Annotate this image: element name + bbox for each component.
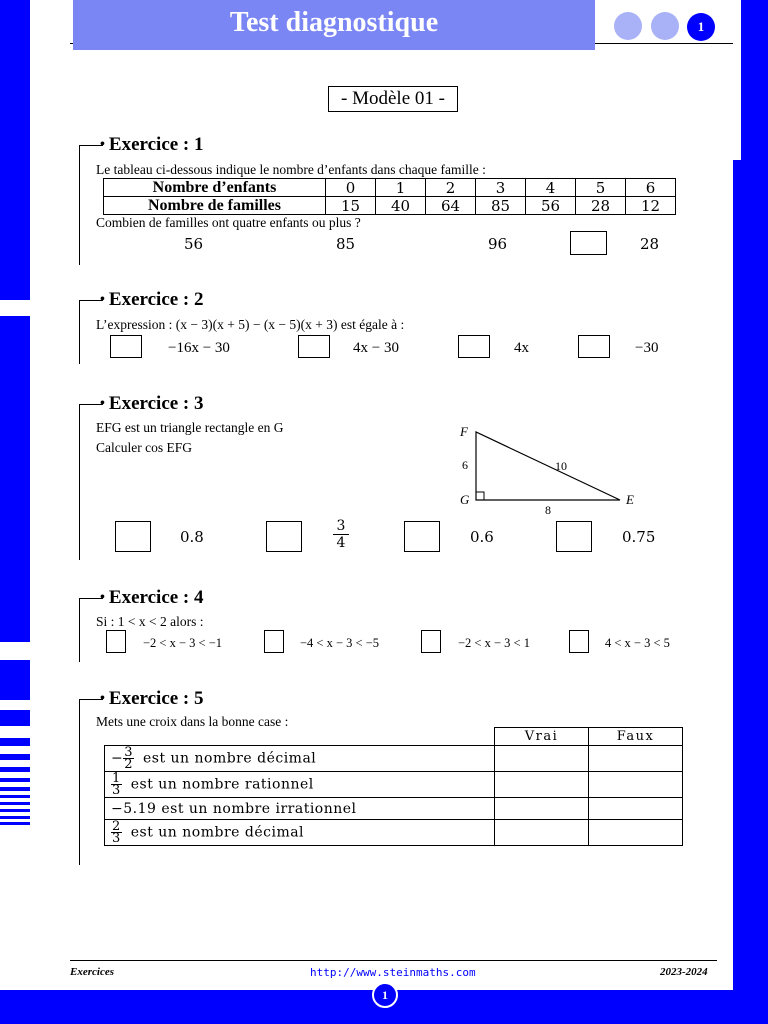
table-cell: 85	[476, 197, 526, 215]
table-cell: 5	[576, 179, 626, 197]
page-title: Test diagnostique	[73, 0, 595, 50]
answer-checkbox[interactable]	[569, 630, 589, 653]
true-checkbox-cell[interactable]	[495, 772, 589, 798]
side-label-ge: 8	[545, 503, 551, 517]
left-bar-stripe	[0, 754, 30, 760]
vertex-label-e: E	[626, 492, 634, 507]
exercise-question: Si : 1 < x < 2 alors :	[96, 614, 204, 629]
table-cell: 12	[626, 197, 676, 215]
table-cell: 15	[326, 197, 376, 215]
false-checkbox-cell[interactable]	[589, 820, 683, 846]
header-page-number: 1	[687, 13, 715, 41]
right-angle-marker	[476, 492, 484, 500]
false-checkbox-cell[interactable]	[589, 746, 683, 772]
fraction: $\frac{1}{3}$	[112, 771, 121, 798]
exercise-title: • Exercice : 1	[100, 134, 204, 155]
left-bar-block	[0, 0, 30, 300]
false-checkbox-cell[interactable]	[589, 772, 683, 798]
exercise-bracket	[79, 300, 80, 364]
exercise-title: • Exercice : 4	[100, 587, 204, 608]
exercise-title: • Exercice : 5	[100, 688, 204, 709]
statement-cell: − $\frac{3}{2}$ est un nombre décimal	[105, 746, 495, 772]
true-false-table	[104, 727, 683, 846]
answer-checkbox[interactable]	[570, 231, 607, 255]
left-bar-stripe	[0, 778, 30, 782]
footer-year: 2023-2024	[660, 966, 708, 978]
answer-checkbox[interactable]	[110, 335, 142, 358]
table-cell: 0	[326, 179, 376, 197]
left-bar-block	[0, 316, 30, 642]
exercise-title: • Exercice : 3	[100, 393, 204, 414]
side-label-fg: 6	[462, 458, 468, 472]
left-bar-stripe	[0, 738, 30, 746]
footer-page-number: 1	[372, 982, 398, 1008]
table-header-row	[105, 728, 683, 746]
answer-checkbox[interactable]	[421, 630, 441, 653]
answer-checkbox[interactable]	[266, 521, 302, 552]
choice-text: −2 < x − 3 < −1	[143, 636, 222, 650]
right-frame-notch	[733, 0, 741, 160]
table-row	[105, 798, 683, 820]
model-label: - Modèle 01 -	[328, 86, 458, 112]
true-checkbox-cell[interactable]	[495, 798, 589, 820]
exercise-bracket	[79, 145, 80, 265]
choice-text: −16x − 30	[168, 340, 230, 356]
choice-text: 85	[336, 235, 356, 253]
fraction: $\frac{2}{3}$	[112, 819, 121, 846]
choice-text: 28	[640, 235, 660, 253]
triangle-figure	[450, 418, 650, 523]
exercise-bracket	[79, 598, 80, 662]
fraction-choice	[333, 518, 349, 551]
answer-checkbox[interactable]	[264, 630, 284, 653]
table-cell: 3	[476, 179, 526, 197]
answer-checkbox[interactable]	[556, 521, 592, 552]
statement-cell: $\frac{2}{3}$ est un nombre décimal	[105, 820, 495, 846]
header-dot	[614, 12, 642, 40]
choice-text: −4 < x − 3 < −5	[300, 636, 379, 650]
choice-text: 4 < x − 3 < 5	[605, 636, 670, 650]
exercise-question: L’expression : (x − 3)(x + 5) − (x − 5)(x + 3) est égale à :	[96, 317, 405, 332]
statement-cell: $\frac{1}{3}$ est un nombre rationnel	[105, 772, 495, 798]
table-cell: 28	[576, 197, 626, 215]
fraction: $\frac{3}{2}$	[124, 745, 134, 772]
bullet-icon: •	[100, 396, 105, 411]
table-cell: 56	[526, 197, 576, 215]
exercise-line: Calculer cos EFG	[96, 440, 192, 455]
table-cell: 40	[376, 197, 426, 215]
bullet-icon: •	[100, 137, 105, 152]
choice-text: 0.6	[470, 528, 494, 546]
bullet-icon: •	[100, 292, 105, 307]
exercise-bracket	[79, 699, 80, 865]
table-row	[104, 179, 676, 197]
triangle-shape	[476, 432, 620, 500]
exercise-title: • Exercice : 2	[100, 289, 204, 310]
answer-checkbox[interactable]	[578, 335, 610, 358]
table-cell: 64	[426, 197, 476, 215]
column-header-true: Vrai	[495, 728, 589, 746]
left-bar-block	[0, 660, 30, 700]
table-row-label: Nombre d’enfants	[104, 179, 326, 197]
table-cell: 1	[376, 179, 426, 197]
choice-text: 0.75	[622, 528, 656, 546]
answer-checkbox[interactable]	[404, 521, 440, 552]
left-bar-stripe	[0, 795, 30, 798]
table-cell: 4	[526, 179, 576, 197]
answer-checkbox[interactable]	[115, 521, 151, 552]
table-cell: 2	[426, 179, 476, 197]
table-row-label: Nombre de familles	[104, 197, 326, 215]
choice-text: −2 < x − 3 < 1	[458, 636, 530, 650]
choice-text: 4x − 30	[353, 340, 399, 356]
children-table	[103, 178, 676, 215]
choice-text: −30	[635, 340, 659, 356]
column-header-false: Faux	[589, 728, 683, 746]
left-bar-stripe	[0, 816, 30, 819]
left-bar-stripe	[0, 802, 30, 805]
table-row	[105, 772, 683, 798]
bullet-icon: •	[100, 590, 105, 605]
footer-left: Exercices	[70, 966, 114, 978]
footer-rule	[70, 960, 717, 961]
vertex-label-f: F	[460, 424, 468, 439]
exercise-intro: Le tableau ci-dessous indique le nombre d’enfants dans chaque famille :	[96, 162, 486, 177]
exercise-question: Combien de familles ont quatre enfants ou plus ?	[96, 215, 361, 230]
choice-text: 4x	[514, 340, 529, 356]
exercise-bracket	[79, 404, 80, 560]
answer-checkbox[interactable]	[106, 630, 126, 653]
choice-text: 96	[488, 235, 508, 253]
true-checkbox-cell[interactable]	[495, 820, 589, 846]
side-label-fe: 10	[555, 459, 567, 473]
false-checkbox-cell[interactable]	[589, 798, 683, 820]
answer-checkbox[interactable]	[458, 335, 490, 358]
fraction-denominator: 4	[336, 535, 346, 551]
footer-link[interactable]: http://www.steinmaths.com	[310, 966, 476, 979]
fraction-numerator: 3	[333, 518, 349, 535]
exercise-line: EFG est un triangle rectangle en G	[96, 420, 284, 435]
table-row	[104, 197, 676, 215]
table-cell: 6	[626, 179, 676, 197]
choice-text: 0.8	[180, 528, 204, 546]
left-bar-stripe	[0, 710, 30, 726]
choice-text: 56	[184, 235, 204, 253]
table-row	[105, 820, 683, 846]
table-row	[105, 746, 683, 772]
true-checkbox-cell[interactable]	[495, 746, 589, 772]
left-bar-stripe	[0, 787, 30, 791]
left-bar-stripe	[0, 767, 30, 772]
bullet-icon: •	[100, 691, 105, 706]
left-bar-stripe	[0, 822, 30, 825]
left-bar-stripe	[0, 809, 30, 812]
statement-cell: −5.19 est un nombre irrationnel	[105, 798, 495, 820]
header-dot	[651, 12, 679, 40]
answer-checkbox[interactable]	[298, 335, 330, 358]
vertex-label-g: G	[460, 492, 470, 507]
exercise-instruction: Mets une croix dans la bonne case :	[96, 714, 289, 729]
